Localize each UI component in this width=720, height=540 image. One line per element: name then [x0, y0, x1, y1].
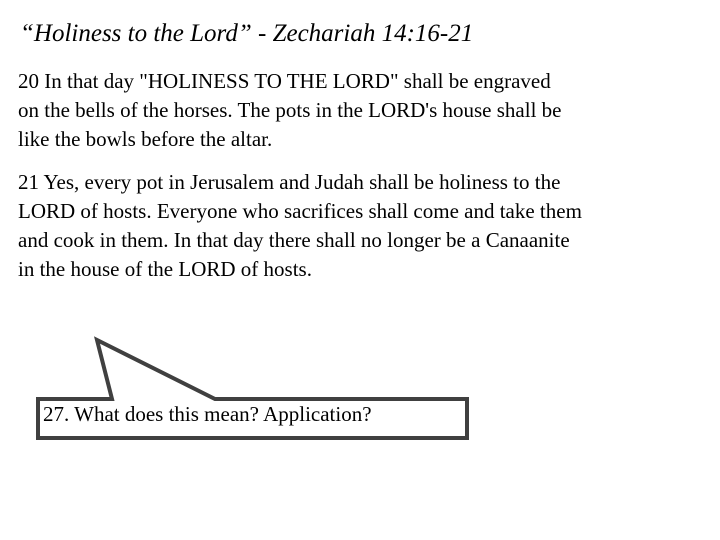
verse-20-line-3: like the bowls before the altar. — [18, 127, 273, 151]
verse-21-line-2: LORD of hosts. Everyone who sacrifices shall come and take them — [18, 199, 582, 223]
slide-title: “Holiness to the Lord” - Zechariah 14:16-21 — [20, 20, 474, 47]
verse-20-line-1: 20 In that day "HOLINESS TO THE LORD" shall be engraved — [18, 69, 551, 93]
verse-21-line-3: and cook in them. In that day there shall no longer be a Canaanite — [18, 228, 570, 252]
callout-question: 27. What does this mean? Application? — [43, 402, 372, 426]
verse-21-line-4: in the house of the LORD of hosts. — [18, 257, 312, 281]
verse-21-line-1: 21 Yes, every pot in Jerusalem and Judah shall be holiness to the — [18, 170, 561, 194]
verse-20-line-2: on the bells of the horses. The pots in the LORD's house shall be — [18, 98, 562, 122]
